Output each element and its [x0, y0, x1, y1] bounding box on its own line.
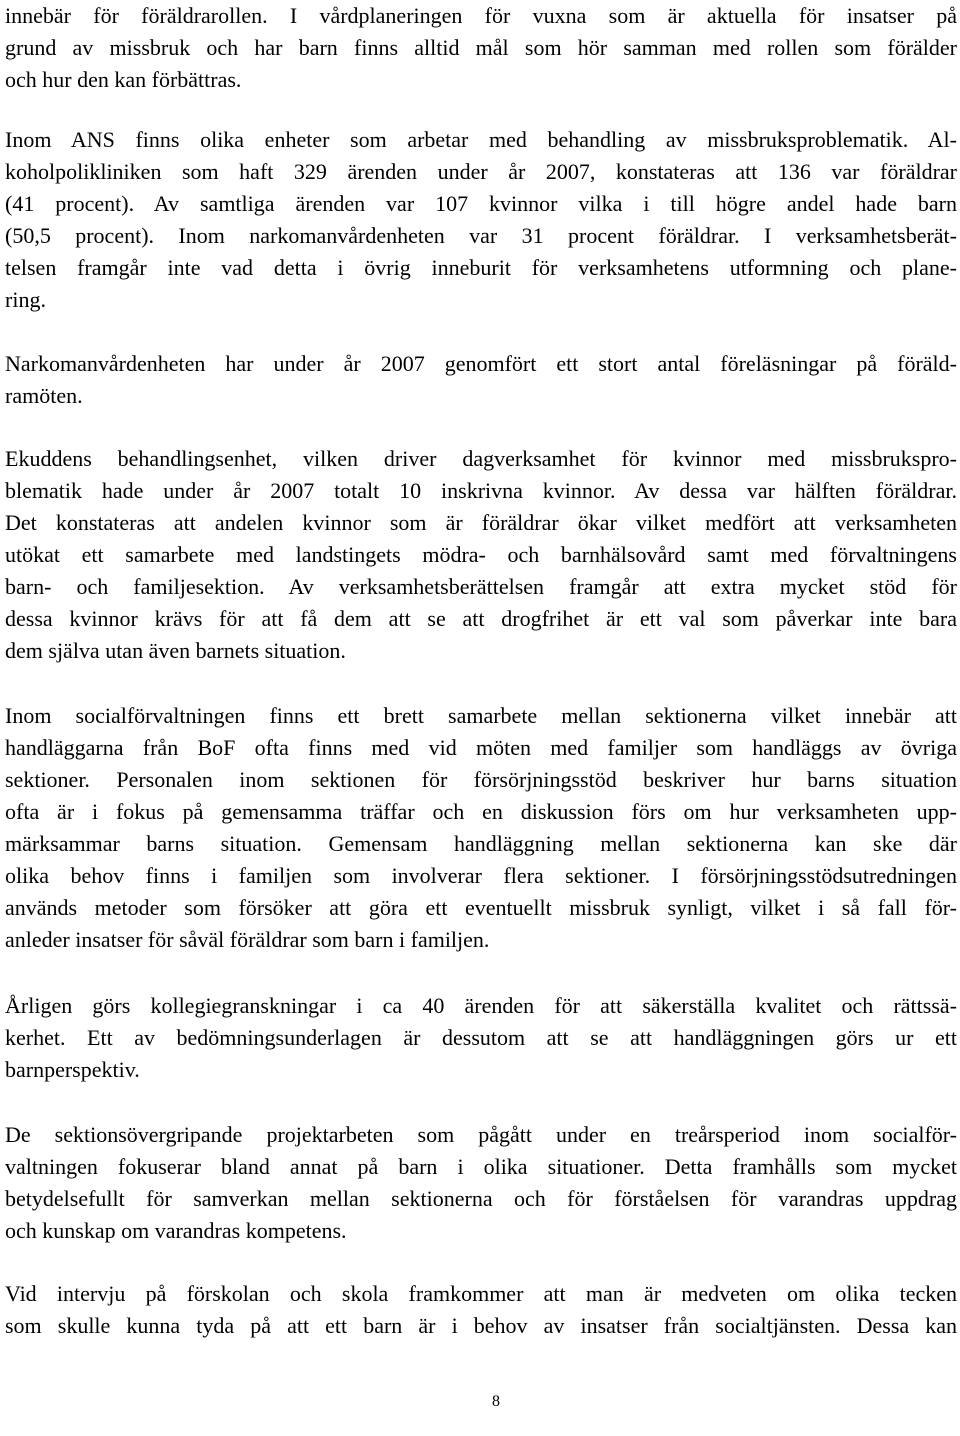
text-line: grund av missbruk och har barn finns alltid mål som hör samman med rollen som förälder	[5, 35, 957, 60]
text-line: De sektionsövergripande projektarbeten som pågått under en treårsperiod inom socialför-	[5, 1122, 957, 1147]
text-line: kerhet. Ett av bedömningsunderlagen är dessutom att se att handläggningen görs ur ett	[5, 1025, 957, 1050]
text-line: och kunskap om varandras kompetens.	[5, 1218, 347, 1243]
paragraph-ekudden	[5, 443, 957, 667]
text-line: koholpolikliniken som haft 329 ärenden under år 2007, konstateras att 136 var föräldrar	[5, 159, 957, 184]
document-page	[5, 0, 957, 1436]
text-line: utökat ett samarbete med landstingets mödra- och barnhälsovård samt med förvaltningens	[5, 542, 957, 567]
text-line: barn- och familjesektion. Av verksamhetsberättelsen framgår att extra mycket stöd för	[5, 574, 957, 599]
text-line: Årligen görs kollegiegranskningar i ca 40 ärenden för att säkerställa kvalitet och rättssä-	[5, 993, 957, 1018]
paragraph-peer-review	[5, 990, 957, 1086]
paragraph-parental-role	[5, 0, 957, 96]
text-line: olika behov finns i familjen som involverar flera sektioner. I försörjningsstödsutredningen	[5, 863, 957, 888]
text-line: sektioner. Personalen inom sektionen för försörjningsstöd beskriver hur barns situation	[5, 767, 957, 792]
text-line: barnperspektiv.	[5, 1057, 140, 1082]
text-line: dessa kvinnor krävs för att få dem att se att drogfrihet är ett val som påverkar inte bara	[5, 606, 957, 631]
text-line: betydelsefullt för samverkan mellan sektionerna och för förståelsen för varandras uppdrag	[5, 1186, 957, 1211]
paragraph-social-services	[5, 700, 957, 956]
text-line: anleder insatser för såväl föräldrar som barn i familjen.	[5, 927, 490, 952]
text-line: innebär för föräldrarollen. I vårdplaneringen för vuxna som är aktuella för insatser på	[5, 3, 957, 28]
text-line: telsen framgår inte vad detta i övrig inneburit för verksamhetens utformning och plane-	[5, 255, 957, 280]
text-line: handläggarna från BoF ofta finns med vid möten med familjer som handläggs av övriga	[5, 735, 957, 760]
text-line: och hur den kan förbättras.	[5, 67, 242, 92]
text-line: Inom socialförvaltningen finns ett brett samarbete mellan sektionerna vilket innebär att	[5, 703, 957, 728]
page-number: 8	[492, 1393, 500, 1410]
text-line: ring.	[5, 287, 46, 312]
text-line: (50,5 procent). Inom narkomanvårdenheten var 31 procent föräldrar. I verksamhetsberät-	[5, 223, 957, 248]
text-line: Det konstateras att andelen kvinnor som är föräldrar ökar vilket medfört att verksamheten	[5, 510, 957, 535]
text-line: blematik hade under år 2007 totalt 10 inskrivna kvinnor. Av dessa var hälften föräldrar.	[5, 478, 957, 503]
text-line: som skulle kunna tyda på att ett barn är i behov av insatser från socialtjänsten. Dessa kan	[5, 1313, 957, 1338]
paragraph-interview	[5, 1278, 957, 1342]
text-line: används metoder som försöker att göra ett eventuellt missbruk synligt, vilket i så fall för-	[5, 895, 957, 920]
text-line: (41 procent). Av samtliga ärenden var 107 kvinnor vilka i till högre andel hade barn	[5, 191, 957, 216]
text-line: Narkomanvårdenheten har under år 2007 genomfört ett stort antal föreläsningar på föräld-	[5, 351, 957, 376]
text-line: valtningen fokuserar bland annat på barn i olika situationer. Detta framhålls som mycket	[5, 1154, 957, 1179]
paragraph-ans-units	[5, 124, 957, 316]
text-line: märksammar barns situation. Gemensam handläggning mellan sektionerna kan ske där	[5, 831, 957, 856]
text-line: dem själva utan även barnets situation.	[5, 638, 346, 663]
paragraph-lectures	[5, 348, 957, 412]
paragraph-projects	[5, 1119, 957, 1247]
text-line: Ekuddens behandlingsenhet, vilken driver dagverksamhet för kvinnor med missbrukspro-	[5, 446, 957, 471]
text-line: Inom ANS finns olika enheter som arbetar med behandling av missbruksproblematik. Al-	[5, 127, 957, 152]
text-line: Vid intervju på förskolan och skola framkommer att man är medveten om olika tecken	[5, 1281, 957, 1306]
text-line: ramöten.	[5, 383, 83, 408]
text-line: ofta är i fokus på gemensamma träffar och en diskussion förs om hur verksamheten upp-	[5, 799, 957, 824]
